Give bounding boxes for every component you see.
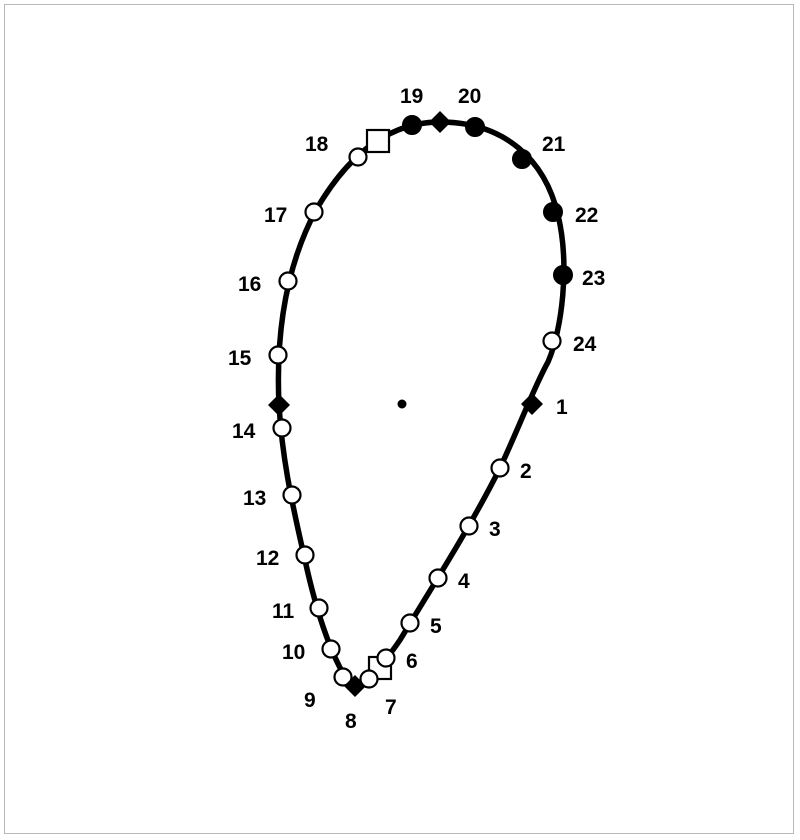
point-3-open-circle-marker: [461, 518, 478, 535]
point-4-open-circle-marker: [430, 570, 447, 587]
point-label-1: 1: [556, 396, 568, 419]
point-2-open-circle-marker: [492, 460, 509, 477]
point-21-filled-circle-marker: [513, 150, 532, 169]
point-18-open-circle-marker: [350, 149, 367, 166]
point-24-open-circle-marker: [544, 333, 561, 350]
point-20-filled-circle-marker: [466, 118, 485, 137]
point-label-15: 15: [228, 347, 252, 370]
point-label-6: 6: [406, 650, 418, 673]
point-16-open-circle-marker: [280, 273, 297, 290]
point-label-2: 2: [520, 460, 532, 483]
point-label-14: 14: [232, 420, 256, 443]
point-label-21: 21: [542, 133, 566, 156]
point-17-open-circle-marker: [306, 204, 323, 221]
diamond-marker: [268, 394, 290, 416]
point-label-19: 19: [400, 85, 424, 108]
point-label-7: 7: [385, 696, 397, 719]
point-label-5: 5: [430, 615, 442, 638]
point-23-filled-circle-marker: [554, 266, 573, 285]
point-19-filled-circle-marker: [403, 116, 422, 135]
point-label-22: 22: [575, 204, 599, 227]
point-label-12: 12: [256, 547, 280, 570]
point-label-16: 16: [238, 273, 262, 296]
point-label-13: 13: [243, 487, 267, 510]
point-7-open-circle-marker: [361, 671, 378, 688]
point-6-open-circle-marker: [378, 650, 395, 667]
point-label-23: 23: [582, 267, 606, 290]
point-15-open-circle-marker: [270, 347, 287, 364]
point-5-open-circle-marker: [402, 615, 419, 632]
diamond-marker: [429, 111, 451, 133]
point-10-open-circle-marker: [323, 641, 340, 658]
point-label-18: 18: [305, 133, 329, 156]
point-label-4: 4: [458, 570, 470, 593]
point-14-open-circle-marker: [274, 420, 291, 437]
center-dot: [398, 400, 407, 409]
open-square-marker: [367, 130, 389, 152]
point-label-24: 24: [573, 333, 597, 356]
point-label-3: 3: [489, 518, 501, 541]
point-12-open-circle-marker: [297, 547, 314, 564]
point-label-10: 10: [282, 641, 306, 664]
point-label-8: 8: [345, 710, 357, 733]
point-label-20: 20: [458, 85, 482, 108]
point-11-open-circle-marker: [311, 600, 328, 617]
point-label-17: 17: [264, 204, 288, 227]
point-13-open-circle-marker: [284, 487, 301, 504]
point-label-9: 9: [304, 689, 316, 712]
point-label-11: 11: [272, 600, 295, 623]
point-22-filled-circle-marker: [544, 203, 563, 222]
